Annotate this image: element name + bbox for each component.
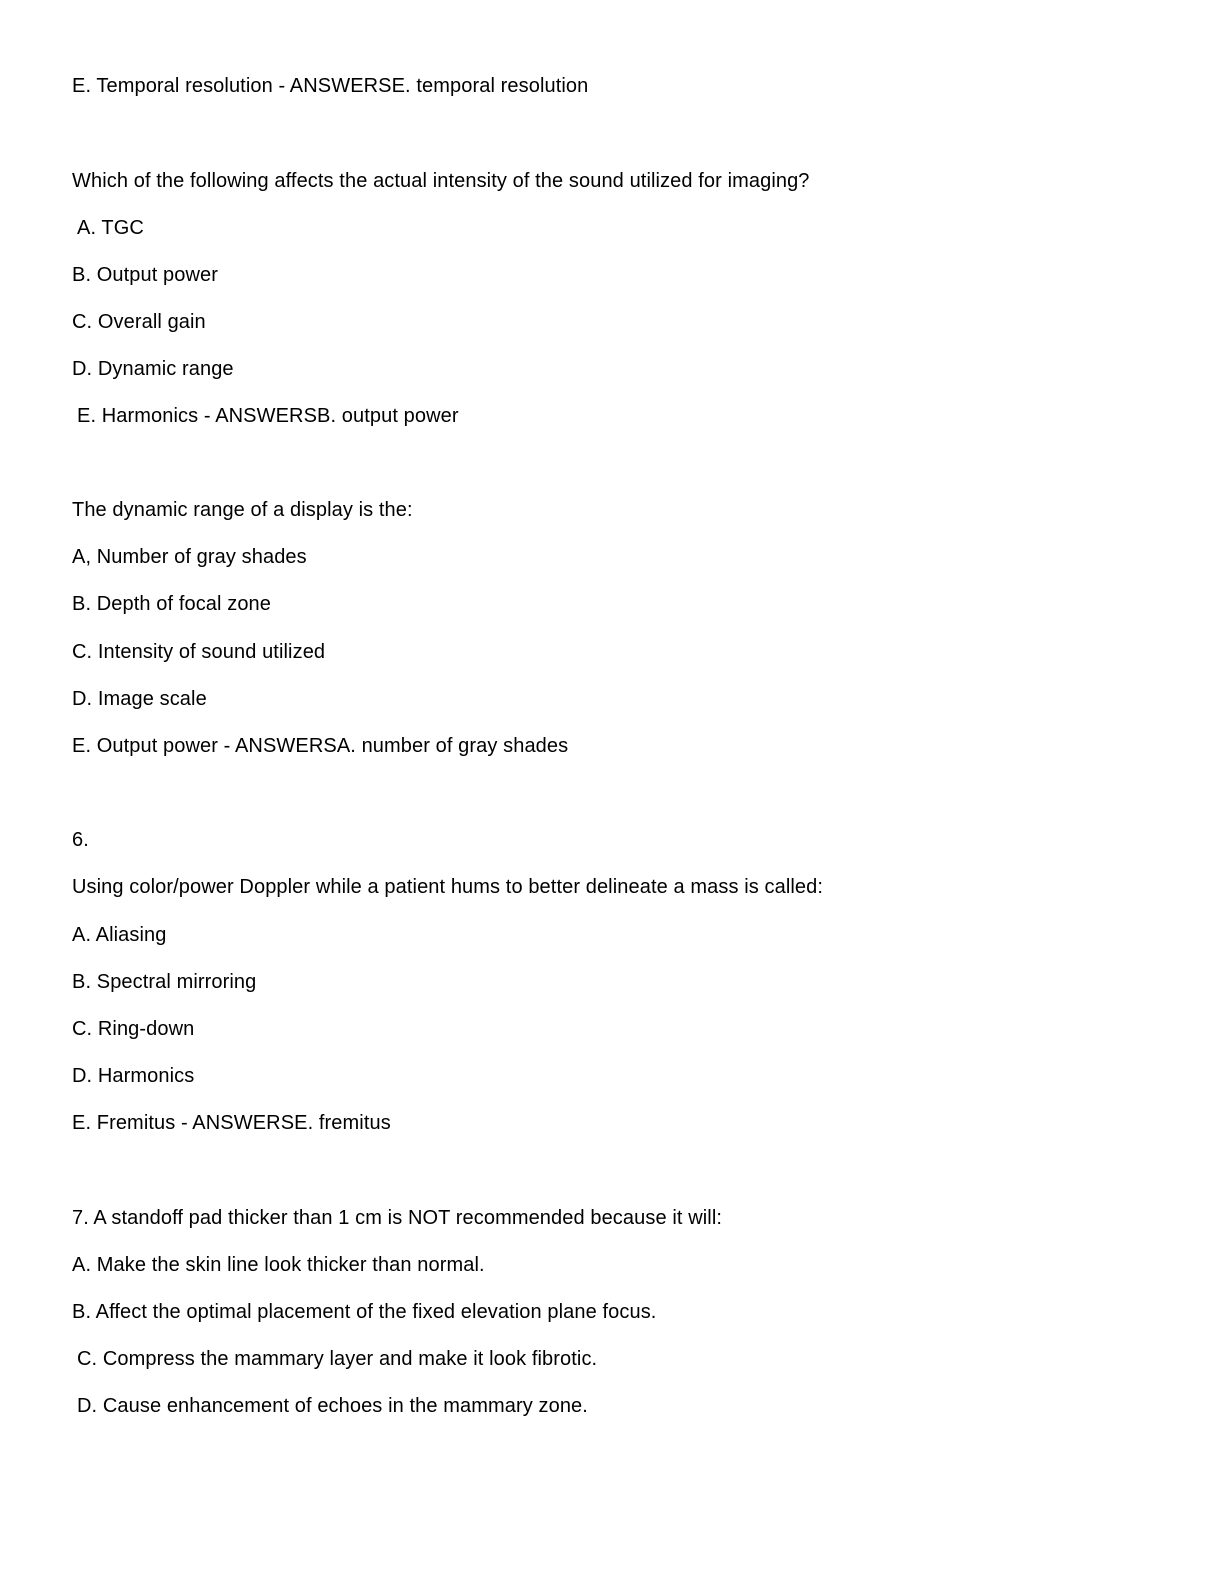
answer-option: B. Depth of focal zone <box>72 593 271 615</box>
answer-option: C. Compress the mammary layer and make it look fibrotic. <box>77 1348 598 1370</box>
answer-option: A, Number of gray shades <box>72 546 307 568</box>
answer-option: C. Intensity of sound utilized <box>72 641 326 663</box>
question-number: 6. <box>72 829 89 851</box>
answer-option: D. Dynamic range <box>72 358 234 380</box>
question-text: 7. A standoff pad thicker than 1 cm is NOT recommended because it will: <box>72 1207 723 1229</box>
answer-option: B. Output power <box>72 264 219 286</box>
answer-option: E. Output power - ANSWERSA. number of gray shades <box>72 735 569 757</box>
answer-option: C. Ring-down <box>72 1018 195 1040</box>
question-text: The dynamic range of a display is the: <box>72 499 413 521</box>
text-line: E. Temporal resolution - ANSWERSE. temporal resolution <box>72 75 589 97</box>
question-text: Which of the following affects the actual intensity of the sound utilized for imaging? <box>72 170 810 192</box>
answer-option: D. Harmonics <box>72 1065 195 1087</box>
answer-option: D. Cause enhancement of echoes in the mammary zone. <box>77 1395 588 1417</box>
answer-option: E. Fremitus - ANSWERSE. fremitus <box>72 1112 391 1134</box>
answer-option: B. Affect the optimal placement of the fixed elevation plane focus. <box>72 1301 657 1323</box>
answer-option: A. Aliasing <box>72 924 167 946</box>
answer-option: C. Overall gain <box>72 311 206 333</box>
answer-option: B. Spectral mirroring <box>72 971 257 993</box>
question-text: Using color/power Doppler while a patient hums to better delineate a mass is called: <box>72 876 824 898</box>
answer-option: A. Make the skin line look thicker than normal. <box>72 1254 485 1276</box>
answer-option: E. Harmonics - ANSWERSB. output power <box>77 405 459 427</box>
answer-option: A. TGC <box>77 217 144 239</box>
answer-option: D. Image scale <box>72 688 207 710</box>
